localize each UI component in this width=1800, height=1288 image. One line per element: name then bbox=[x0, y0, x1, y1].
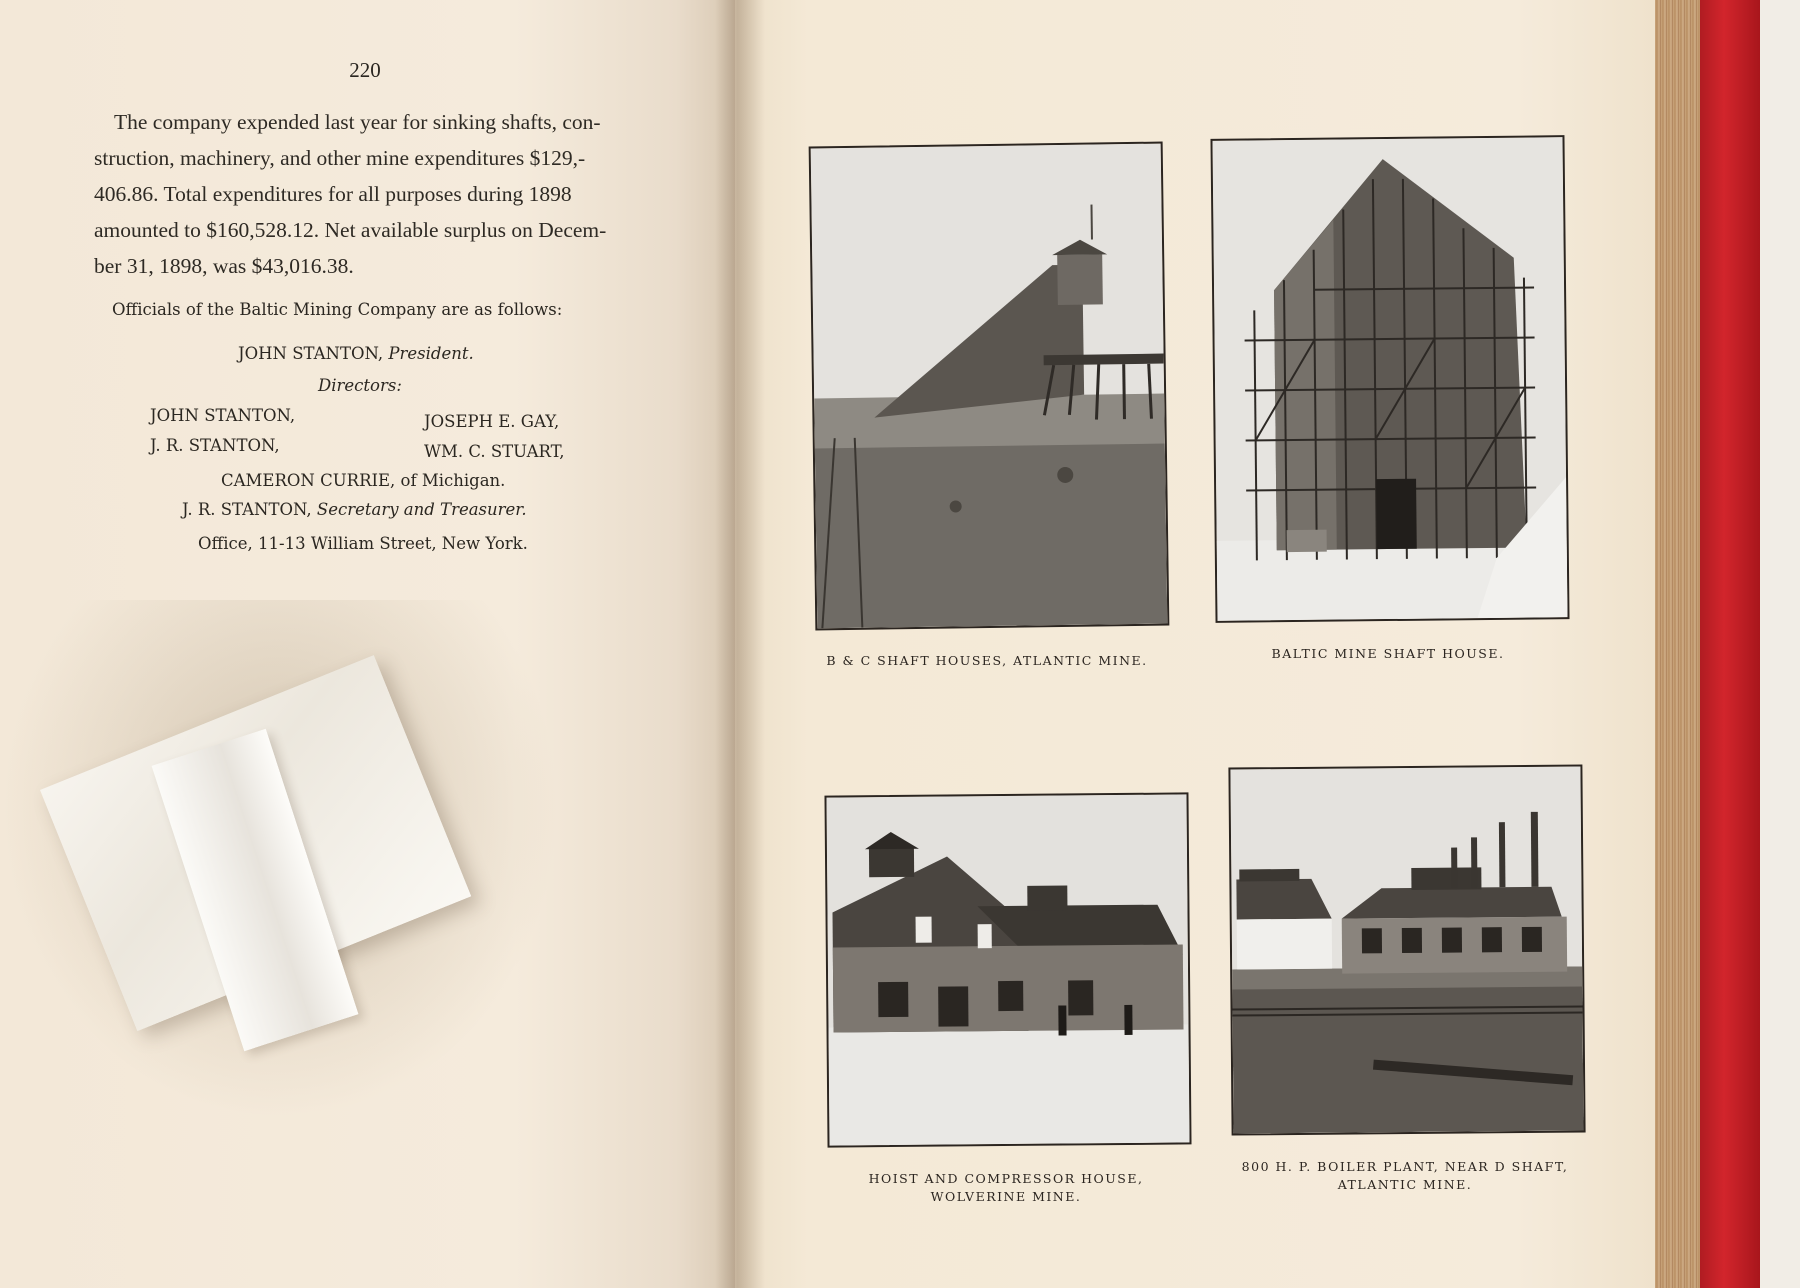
paragraph-line: amounted to $160,528.12. Net available surplus on Decem- bbox=[94, 218, 607, 242]
caption-line: ATLANTIC MINE. bbox=[1337, 1177, 1473, 1192]
expenditure-paragraph bbox=[94, 104, 662, 284]
paragraph-line: ber 31, 1898, was $43,016.38. bbox=[94, 254, 354, 278]
paragraph-line: 406.86. Total expenditures for all purposes during 1898 bbox=[94, 182, 572, 206]
director-extra: CAMERON CURRIE, of Michigan. bbox=[221, 471, 506, 490]
directors-label-text: Directors: bbox=[318, 376, 402, 395]
boiler-plant-photo bbox=[1228, 764, 1585, 1135]
directors-label bbox=[318, 376, 402, 395]
red-book-cover bbox=[1700, 0, 1760, 1288]
director-name: WM. C. STUART, bbox=[424, 442, 565, 461]
office-address: Office, 11-13 William Street, New York. bbox=[198, 534, 528, 553]
president-line bbox=[238, 344, 474, 363]
caption-line: HOIST AND COMPRESSOR HOUSE, bbox=[868, 1171, 1144, 1186]
book-gutter bbox=[715, 0, 765, 1288]
secretary-name: J. R. STANTON, bbox=[182, 500, 312, 519]
secretary-line bbox=[182, 500, 527, 519]
page-edges bbox=[1655, 0, 1700, 1288]
photo-caption: B & C SHAFT HOUSES, ATLANTIC MINE. bbox=[826, 653, 1148, 668]
page-number: 220 bbox=[349, 58, 381, 82]
photo-caption bbox=[1230, 1158, 1580, 1194]
paragraph-line: struction, machinery, and other mine expenditures $129,- bbox=[94, 146, 586, 170]
president-title: President. bbox=[388, 344, 474, 363]
stone-building-photo bbox=[824, 792, 1191, 1147]
director-name: JOHN STANTON, bbox=[150, 406, 296, 425]
paragraph-line: The company expended last year for sinking shafts, con- bbox=[114, 110, 601, 134]
director-name: J. R. STANTON, bbox=[150, 436, 280, 455]
caption-line: WOLVERINE MINE. bbox=[930, 1189, 1082, 1204]
director-name: JOSEPH E. GAY, bbox=[424, 412, 560, 431]
photo-caption bbox=[826, 1170, 1186, 1206]
photo-caption: BALTIC MINE SHAFT HOUSE. bbox=[1271, 646, 1505, 661]
president-name: JOHN STANTON, bbox=[238, 344, 384, 363]
secretary-title: Secretary and Treasurer. bbox=[316, 500, 527, 519]
officials-heading: Officials of the Baltic Mining Company are as follows: bbox=[112, 300, 563, 319]
caption-line: 800 H. P. BOILER PLANT, NEAR D SHAFT, bbox=[1241, 1159, 1569, 1174]
shaft-house-photo bbox=[809, 142, 1170, 631]
table-surface bbox=[1760, 0, 1800, 1288]
scaffolded-shaft-house-photo bbox=[1210, 135, 1569, 623]
